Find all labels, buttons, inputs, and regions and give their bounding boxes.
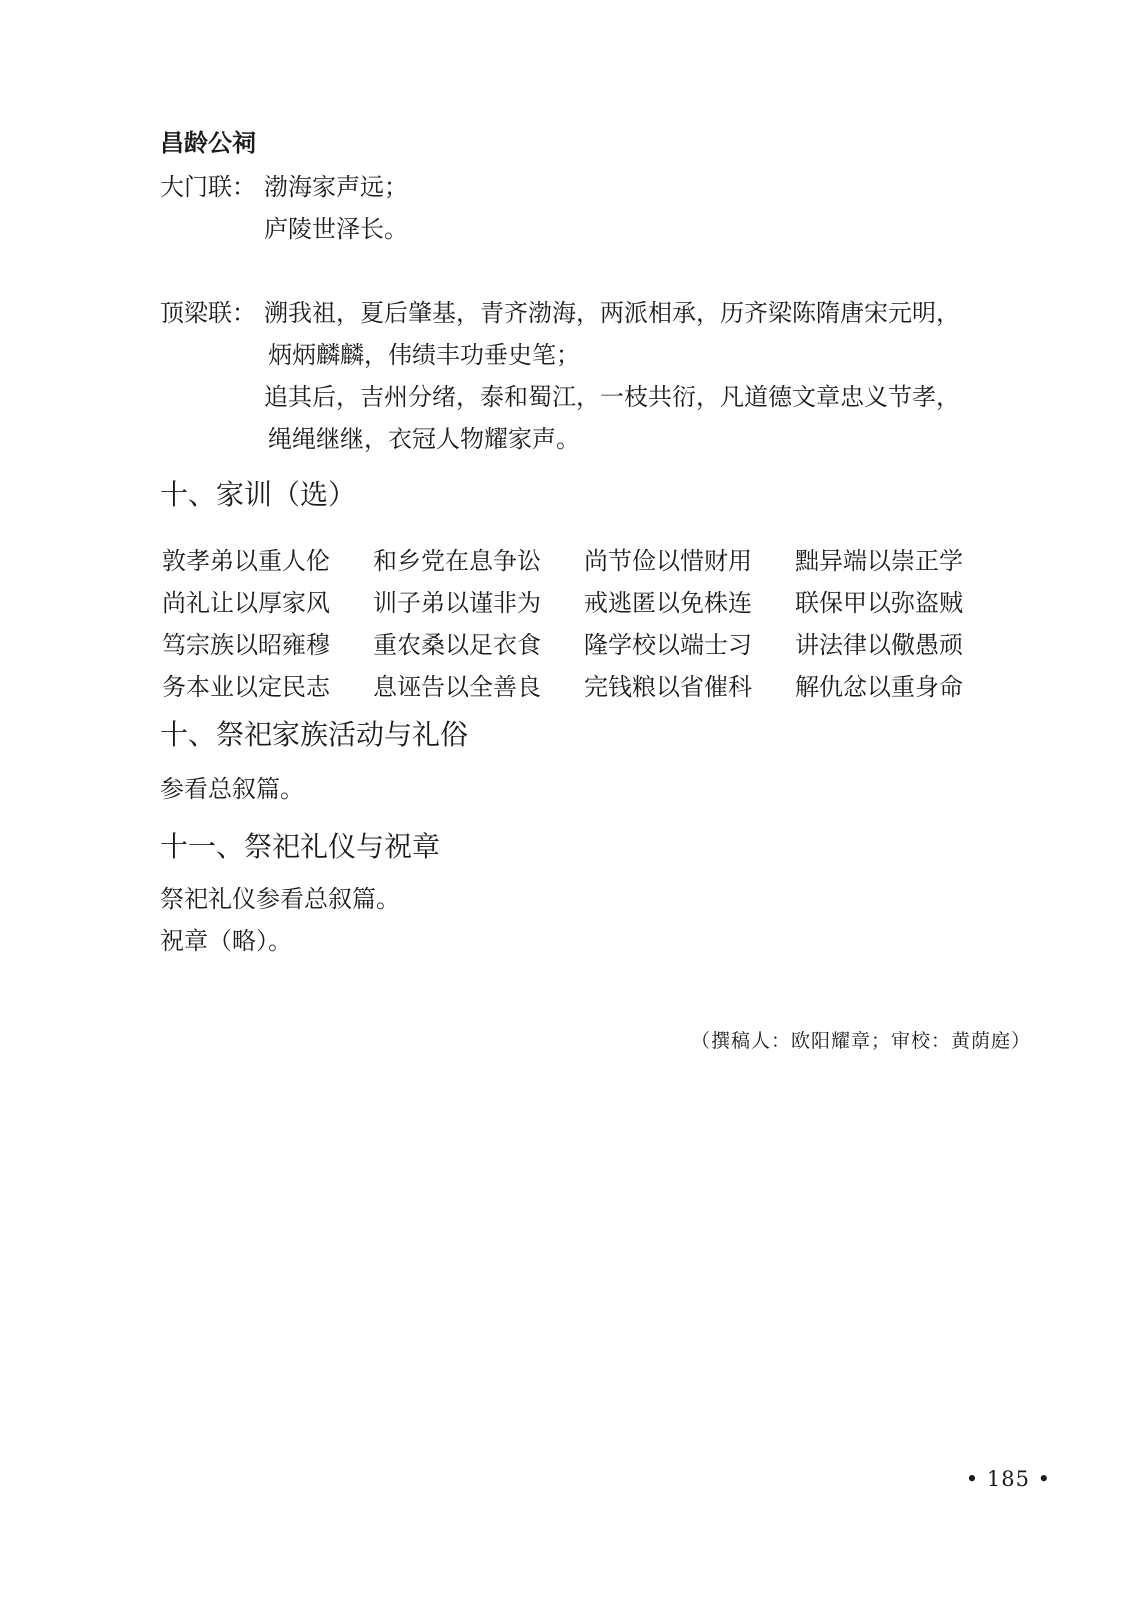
rule-item: 训子弟以谨非为 — [373, 589, 541, 617]
beam-couplet-line3: 追其后，吉州分绪，泰和蜀江，一枝共衍，凡道德文章忠义节孝， — [264, 383, 960, 411]
beam-couplet-line2: 炳炳麟麟，伟绩丰功垂史笔； — [268, 341, 580, 369]
author-credit: （撰稿人：欧阳耀章；审校：黄荫庭） — [690, 1030, 1031, 1052]
gate-couplet-line2: 庐陵世泽长。 — [264, 215, 408, 243]
rule-item: 息诬告以全善良 — [373, 673, 541, 701]
rule-item: 尚节俭以惜财用 — [584, 547, 752, 575]
family-rules-heading: 十、家训（选） — [160, 478, 357, 511]
rule-item: 联保甲以弥盗贼 — [795, 589, 963, 617]
rule-item: 解仇忿以重身命 — [795, 673, 963, 701]
ceremony-line2: 祝章（略）。 — [160, 927, 292, 955]
gate-couplet-line1: 渤海家声远； — [264, 173, 408, 201]
rule-item: 黜异端以崇正学 — [795, 547, 963, 575]
rule-item: 讲法律以儆愚顽 — [795, 631, 963, 659]
ceremony-heading: 十一、祭祀礼仪与祝章 — [160, 830, 441, 863]
family-rules-grid — [162, 546, 992, 702]
rule-item: 戒逃匿以免株连 — [584, 589, 752, 617]
beam-couplet-line1: 溯我祖，夏后肇基，青齐渤海，两派相承，历齐梁陈隋唐宋元明， — [264, 299, 960, 327]
rule-item: 笃宗族以昭雍穆 — [162, 631, 330, 659]
rule-item: 隆学校以端士习 — [584, 631, 752, 659]
rule-item: 尚礼让以厚家风 — [162, 589, 330, 617]
rule-item: 敦孝弟以重人伦 — [162, 547, 330, 575]
page-number: • 185 • — [965, 1467, 1051, 1491]
beam-couplet-line4: 绳绳继继，衣冠人物耀家声。 — [268, 425, 580, 453]
rule-item: 和乡党在息争讼 — [373, 547, 541, 575]
gate-couplet-label: 大门联： — [160, 173, 256, 201]
ceremony-line1: 祭祀礼仪参看总叙篇。 — [160, 885, 400, 913]
shrine-title: 昌龄公祠 — [160, 129, 256, 157]
rule-item: 务本业以定民志 — [162, 673, 330, 701]
rule-item: 重农桑以足衣食 — [373, 631, 541, 659]
rule-item: 完钱粮以省催科 — [584, 673, 752, 701]
rituals-heading: 十、祭祀家族活动与礼俗 — [160, 718, 469, 751]
rituals-text: 参看总叙篇。 — [160, 775, 304, 803]
beam-couplet-label: 顶梁联： — [160, 299, 256, 327]
